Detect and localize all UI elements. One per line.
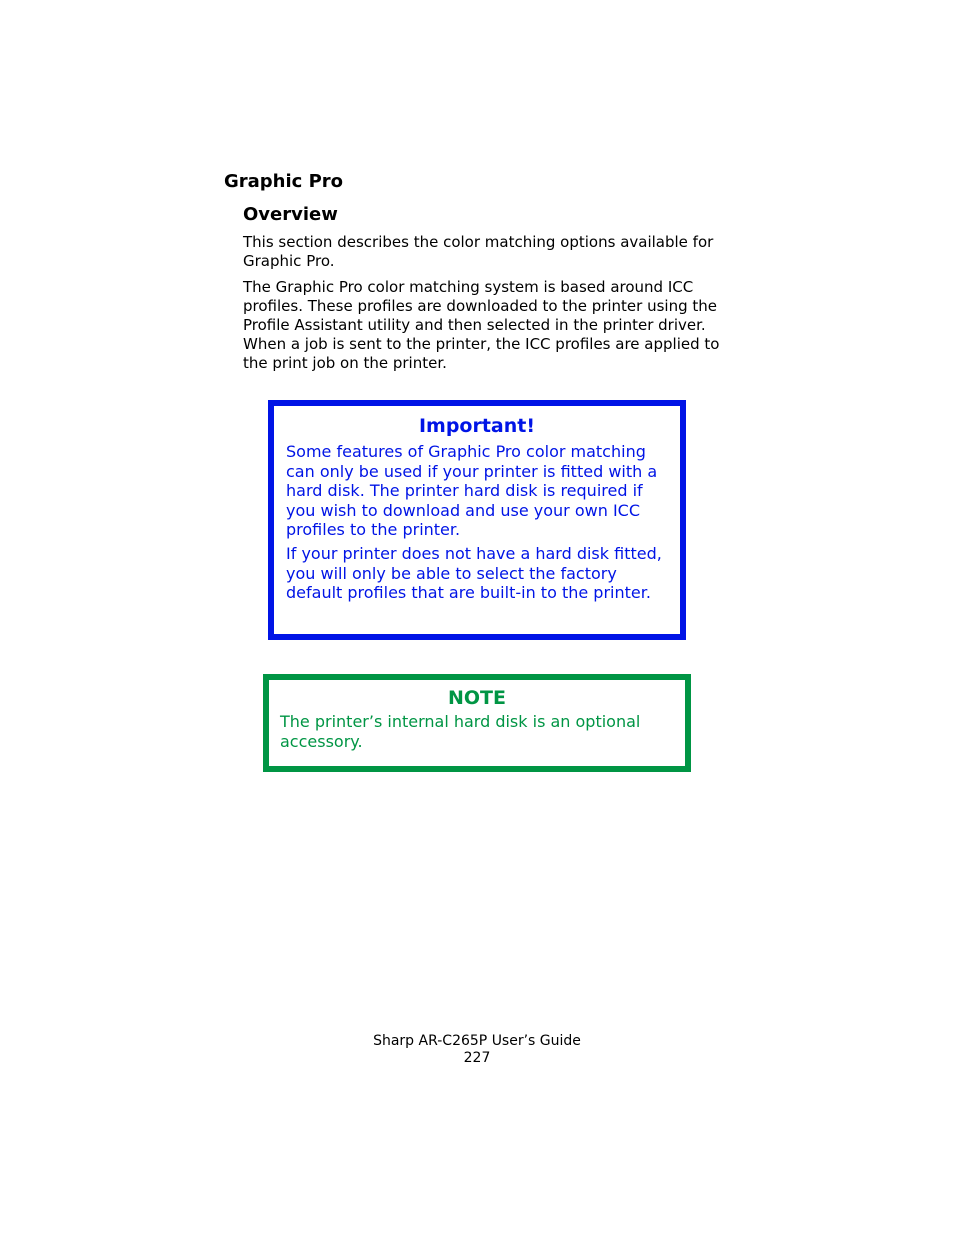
overview-heading: Overview: [243, 204, 338, 225]
icc-paragraph: The Graphic Pro color matching system is based around ICC profiles. These profiles are downloaded to the printer using the Profile Assistant utility and then selected in the printer driver. When a job is sent to the printer, the ICC profiles are applied to the print job on the printer.: [243, 278, 720, 372]
intro-paragraph: This section describes the color matching options available for Graphic Pro.: [243, 233, 714, 270]
important-text-1: Some features of Graphic Pro color matching can only be used if your printer is fitted with a hard disk. The printer hard disk is required if you wish to download and use your own ICC profiles to the printer.: [286, 442, 658, 540]
page-number: 227: [463, 1050, 491, 1066]
note-title: NOTE: [448, 687, 506, 709]
important-title: Important!: [418, 415, 536, 437]
note-text: The printer’s internal hard disk is an optional accessory.: [280, 712, 641, 751]
section-title: Graphic Pro: [224, 171, 344, 192]
note-callout: [263, 674, 691, 772]
important-callout: [268, 400, 686, 640]
page-footer: [0, 1033, 954, 1067]
important-text-2: If your printer does not have a hard disk fitted, you will only be able to select the factory default profiles that are built-in to the printer.: [286, 543, 662, 603]
guide-title: Sharp AR-C265P User’s Guide: [373, 1033, 581, 1049]
